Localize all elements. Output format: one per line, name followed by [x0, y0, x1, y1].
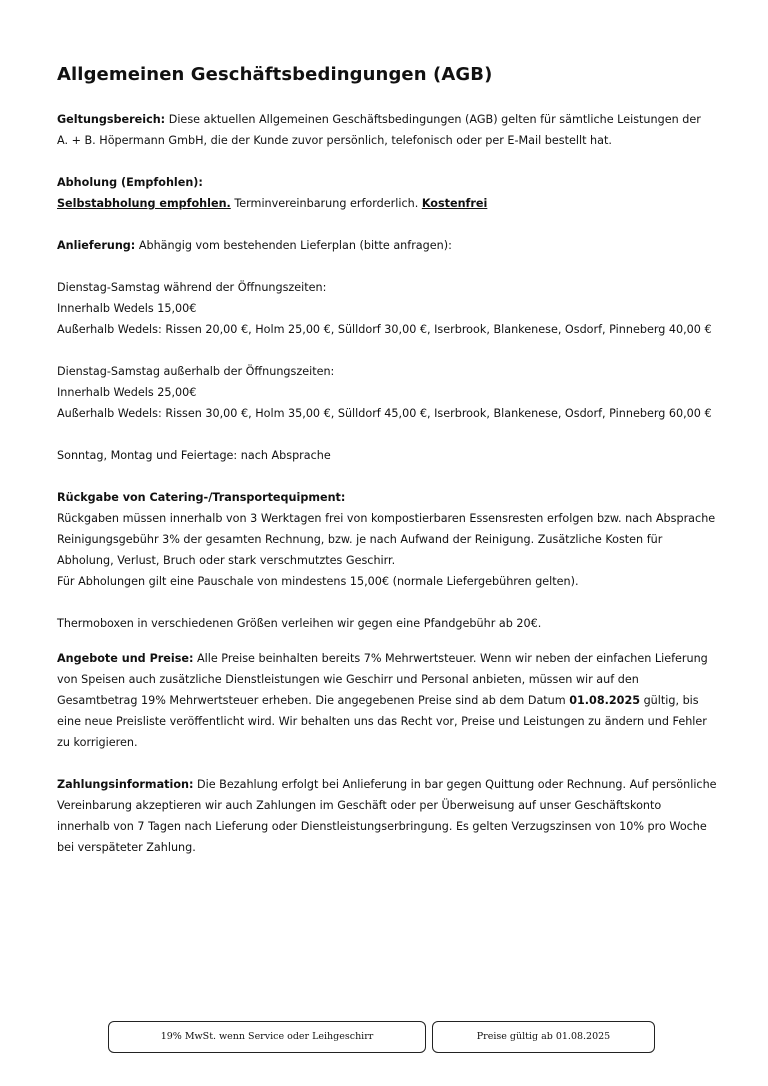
scope-paragraph — [57, 109, 717, 130]
pickup-text: Terminvereinbarung erforderlich. — [230, 197, 422, 210]
pickup-label: Abholung (Empfohlen): — [57, 176, 203, 189]
scope-text-1: Diese aktuellen Allgemeinen Geschäftsbedingungen (AGB) gelten für sämtliche Leistungen der — [165, 113, 701, 126]
prices-label: Angebote und Preise: — [57, 652, 194, 665]
delivery-outside-title: Dienstag-Samstag außerhalb der Öffnungszeiten: — [57, 365, 335, 378]
prices-date: 01.08.2025 — [569, 694, 641, 707]
page-title: Allgemeinen Geschäftsbedingungen (AGB) — [57, 64, 493, 85]
footer-notes — [108, 1021, 655, 1053]
returns-section — [57, 487, 717, 634]
prices-text-1: Alle Preise beinhalten bereits 7% Mehrwertsteuer. Wenn wir neben der einfachen Lieferung von Speisen auch zusätzliche Dienstleistungen wie Geschirr und Personal anbieten, müssen wir auf den Gesamtbetrag 19% Mehrwertsteuer erheben. Die angegebenen Preise sind ab dem Datum — [57, 652, 708, 707]
delivery-section — [57, 235, 717, 466]
delivery-text: Abhängig vom bestehenden Lieferplan (bitte anfragen): — [135, 239, 452, 252]
pickup-section — [57, 172, 717, 214]
payment-text: Die Bezahlung erfolgt bei Anlieferung in bar gegen Quittung oder Rechnung. Auf persönliche Vereinbarung akzeptieren wir auch Zahlungen im Geschäft oder per Überweisung auf unser Geschäftskonto innerhalb von 7 Tagen nach Lieferung oder Dienstleistungserbringung. Es gelten Verzugszinsen von 10% pro Woche bei verspäteter Zahlung. — [57, 778, 717, 854]
returns-line-1: Rückgaben müssen innerhalb von 3 Werktagen frei von kompostierbaren Essensresten erfolgen bzw. nach Absprache — [57, 512, 716, 525]
payment-section — [57, 774, 717, 858]
prices-section — [57, 648, 717, 753]
prices-paragraph — [57, 648, 717, 753]
delivery-during-inside: Innerhalb Wedels 15,00€ — [57, 302, 197, 315]
agb-document — [57, 62, 717, 858]
pickup-recommended: Selbstabholung empfohlen. — [57, 197, 231, 210]
delivery-outside-inside: Innerhalb Wedels 25,00€ — [57, 386, 197, 399]
scope-section — [57, 109, 717, 151]
delivery-label: Anlieferung: — [57, 239, 136, 252]
returns-line-2: Reinigungsgebühr 3% der gesamten Rechnung, bzw. je nach Aufwand der Reinigung. Zusätzliche Kosten für Abholung, Verlust, Bruch oder stark verschmutztes Geschirr. — [57, 533, 663, 567]
scope-label: Geltungsbereich: — [57, 113, 166, 126]
returns-line-3: Für Abholungen gilt eine Pauschale von mindestens 15,00€ (normale Liefergebühren gelten). — [57, 575, 579, 588]
returns-label: Rückgabe von Catering-/Transportequipment: — [57, 491, 346, 504]
footer-price-validity: Preise gültig ab 01.08.2025 — [432, 1021, 655, 1053]
footer-vat-note: 19% MwSt. wenn Service oder Leihgeschirr — [108, 1021, 426, 1053]
returns-thermo: Thermoboxen in verschiedenen Größen verleihen wir gegen eine Pfandgebühr ab 20€. — [57, 617, 542, 630]
payment-label: Zahlungsinformation: — [57, 778, 194, 791]
delivery-outside-outside: Außerhalb Wedels: Rissen 30,00 €, Holm 35,00 €, Sülldorf 45,00 €, Iserbrook, Blankenese, Osdorf, Pinneberg 60,00 € — [57, 407, 712, 420]
pickup-paragraph — [57, 193, 717, 214]
pickup-free: Kostenfrei — [421, 197, 488, 210]
delivery-during-outside: Außerhalb Wedels: Rissen 20,00 €, Holm 25,00 €, Sülldorf 30,00 €, Iserbrook, Blankenese, Osdorf, Pinneberg 40,00 € — [57, 323, 712, 336]
delivery-during-title: Dienstag-Samstag während der Öffnungszeiten: — [57, 281, 327, 294]
payment-paragraph — [57, 774, 717, 858]
delivery-sunday: Sonntag, Montag und Feiertage: nach Absprache — [57, 449, 331, 462]
prices-text-2: gültig, bis eine neue Preisliste veröffentlicht wird. Wir behalten uns das Recht vor, Preise und Leistungen zu ändern und Fehler zu korrigieren. — [57, 694, 707, 749]
scope-text-2: A. + B. Höpermann GmbH, die der Kunde zuvor persönlich, telefonisch oder per E-Mail bestellt hat. — [57, 134, 612, 147]
delivery-intro — [57, 235, 717, 256]
